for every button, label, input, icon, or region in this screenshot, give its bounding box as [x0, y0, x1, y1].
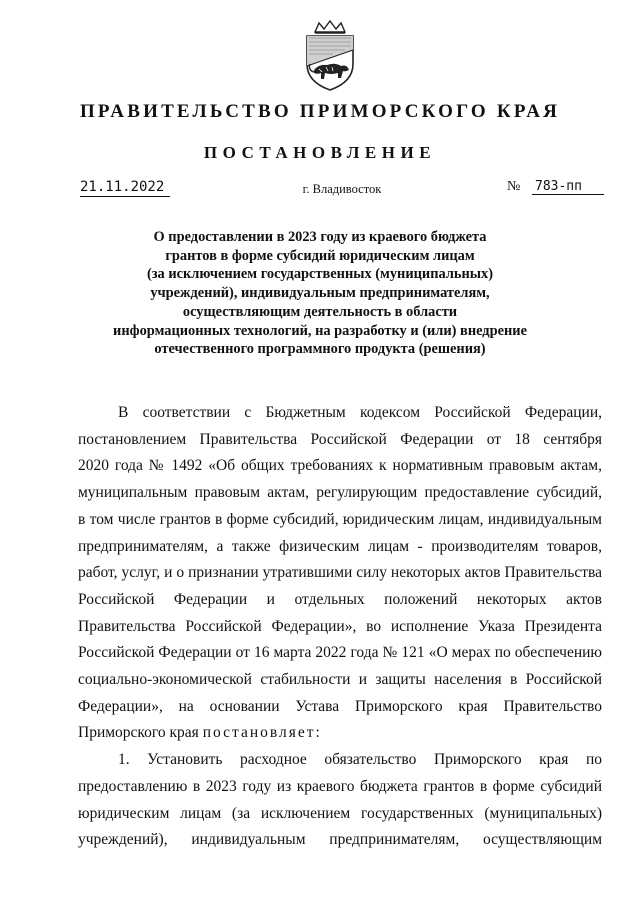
decree-word: постановляет: [202, 724, 322, 742]
document-meta-row [80, 179, 604, 203]
item-line: учреждений), индивидуальным предпринимателям, осуществляющим [78, 831, 602, 849]
subject-line: (за исключением государственных (муниципальных) [146, 266, 494, 283]
body-line: Федерации», на основании Устава Приморского края Правительство [78, 697, 602, 715]
body-line: 2020 года № 1492 «Об общих требованиях к нормативным правовым актам, [78, 457, 602, 475]
body-line: в том числе грантов в форме субсидий, юридическим лицам, индивидуальным [78, 510, 602, 528]
item-line: предоставлению в 2023 году из краевого бюджета грантов в форме субсидий [78, 777, 602, 795]
subject-line: О предоставлении в 2023 году из краевого бюджета [153, 229, 487, 245]
body-line: социально-экономической стабильности и защиты населения в Российской [78, 671, 602, 689]
subject-line: отечественного программного продукта (решения) [154, 341, 486, 358]
item-line: 1. Установить расходное обязательство Приморского края по [118, 751, 602, 769]
body-line: В соответствии с Бюджетным кодексом Российской Федерации, [118, 404, 602, 421]
body-line: Российской Федерации от 16 марта 2022 года № 121 «О мерах по обеспечению [78, 644, 602, 662]
body-line: постановлением Правительства Российской Федерации от 18 сентября [78, 430, 602, 448]
document-city: г. Владивосток [302, 182, 382, 196]
document-type: ПОСТАНОВЛЕНИЕ [203, 143, 437, 162]
body-line: Правительства Российской Федерации», во исполнение Указа Президента [78, 617, 602, 635]
number-sign: № [507, 179, 521, 194]
document-number: 783-пп [532, 179, 604, 195]
subject-line: грантов в форме субсидий юридическим лицам [165, 247, 475, 264]
subject-line: осуществляющим деятельность в области [182, 303, 458, 320]
body-line: работ, услуг, и о признании утратившими силу некоторых актов Правительства [78, 564, 602, 582]
subject-line: информационных технологий, на разработку и (или) внедрение [113, 322, 527, 339]
subject-line: учреждений), индивидуальным предпринимателям, [150, 285, 490, 302]
document-number-field [507, 179, 604, 199]
body-line-start: Приморского края [78, 724, 199, 742]
coat-of-arms-icon [295, 20, 365, 92]
item-line: юридическим лицам (за исключением государственных (муниципальных) [78, 804, 602, 822]
body-line: Российской Федерации и отдельных положений некоторых актов [78, 590, 602, 608]
government-title: ПРАВИТЕЛЬСТВО ПРИМОРСКОГО КРАЯ [79, 101, 561, 122]
document-body [78, 400, 602, 854]
document-subject [60, 228, 580, 359]
body-line-final [78, 720, 602, 747]
body-line: муниципальным правовым актам, регулирующим предоставление субсидий, [78, 484, 602, 502]
body-line: предпринимателям, а также физическим лицам - производителям товаров, [78, 537, 602, 555]
document-date: 21.11.2022 [80, 179, 170, 197]
